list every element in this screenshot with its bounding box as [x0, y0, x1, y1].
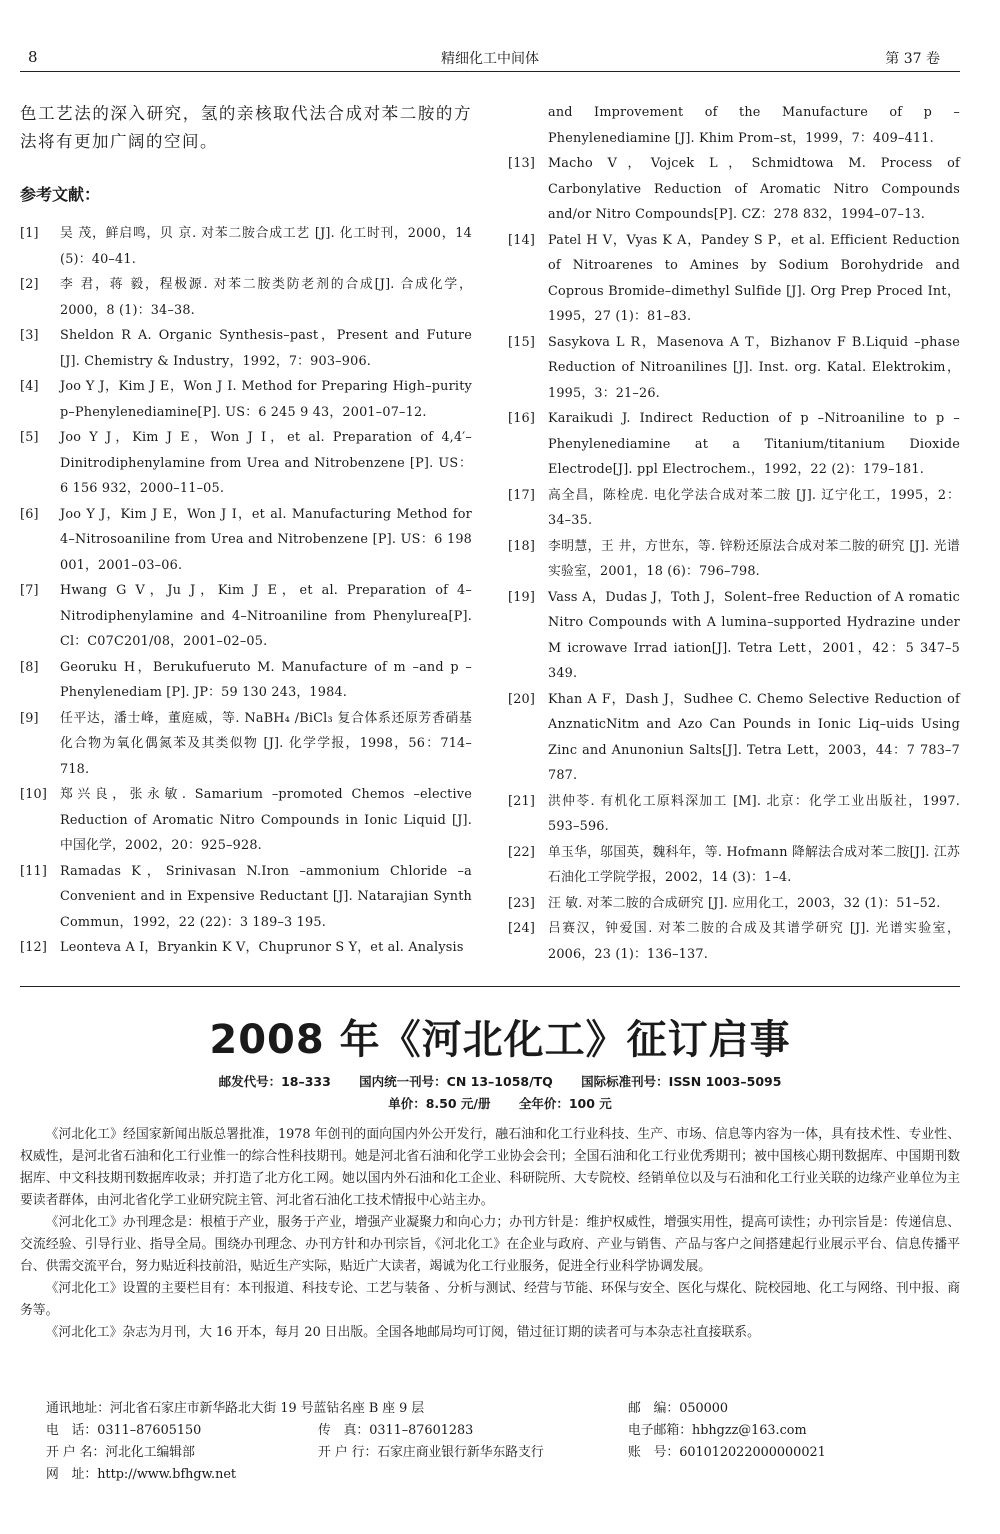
- reference-number: [13]: [508, 156, 536, 171]
- email: 电子邮箱：hbhgzz@163.com: [628, 1423, 807, 1438]
- publication-info: [0, 1072, 1000, 1090]
- reference-item: [20, 221, 472, 272]
- notice-paragraph: 《河北化工》经国家新闻出版总署批准，1978 年创刊的面向国内外公开发行，融石油和化工行业科技、生产、市场、信息等内容为一体，具有技术性、专业性、权威性，是河北省石油和化工行业惟一的综合性科技期刊。她是河北省石油和化学工业协会会刊；全国石油和化工行业优秀期刊；被中国核心期刊数据库、中国期刊数据库、中文科技期刊数据库收录；并打造了北方化工网。她以国内外石油和化工企业、科研院所、大专院校、经销单位以及与石油和化工行业关联的边缘产业单位为主要读者群体，由河北省化学工业研究院主管、河北省石油化工技术情报中心站主办。: [20, 1127, 960, 1208]
- reference-text: 高全昌，陈栓虎. 电化学法合成对苯二胺 [J]. 辽宁化工，1995，2：34–35.: [548, 487, 960, 528]
- reference-number: [10]: [20, 787, 48, 802]
- reference-item: [508, 789, 960, 840]
- account-name: 开 户 名：河北化工编辑部: [46, 1445, 195, 1460]
- reference-item: [508, 891, 960, 917]
- left-column: [20, 100, 472, 961]
- section-divider: [20, 986, 960, 987]
- account-number: 账 号：601012022000000021: [628, 1445, 826, 1460]
- contact-row: [46, 1398, 946, 1420]
- reference-text: Joo Y J，Kim J E，Won J I，et al. Manufacturing Method for 4–Nitrosoaniline from Urea and Nitrobenzene [P]. US：6 198 001，2001–03–06.: [60, 506, 472, 573]
- zip-code: 邮 编：050000: [628, 1401, 729, 1416]
- reference-number: [15]: [508, 334, 536, 350]
- reference-continued: [508, 100, 960, 151]
- intro-paragraph: 色工艺法的深入研究，氢的亲核取代法合成对苯二胺的方法将有更加广阔的空间。: [20, 104, 472, 151]
- reference-number: [2]: [20, 277, 39, 292]
- reference-item: [508, 840, 960, 891]
- right-column: [508, 100, 960, 967]
- reference-number: [22]: [508, 844, 536, 860]
- reference-number: [4]: [20, 379, 39, 394]
- reference-text: 李明慧，王 井，方世东，等. 锌粉还原法合成对苯二胺的研究 [J]. 光谱实验室，2001，18 (6)：796–798.: [548, 538, 960, 579]
- reference-item: [20, 935, 472, 961]
- contact-row: [46, 1420, 946, 1442]
- journal-name: 精细化工中间体: [441, 51, 539, 67]
- reference-item: [20, 502, 472, 579]
- notice-title: 2008 年《河北化工》征订启事: [209, 1017, 791, 1063]
- postal-code: 邮发代号：18–333: [218, 1074, 331, 1089]
- fax: 传 真：0311–87601283: [318, 1423, 474, 1438]
- reference-text: Macho V，Vojcek L，Schmidtowa M. Process of Carbonylative Reduction of Aromatic Nitro Compounds and/or Nitro Compounds[P]. CZ：278 832，1994–07–13.: [548, 156, 960, 222]
- reference-number: [24]: [508, 921, 536, 936]
- reference-item: [20, 323, 472, 374]
- reference-number: [6]: [20, 506, 39, 522]
- reference-number: [3]: [20, 328, 39, 343]
- reference-item: [508, 534, 960, 585]
- reference-number: [8]: [20, 659, 39, 675]
- phone: 电 话：0311–87605150: [46, 1423, 202, 1438]
- bank-name: 开 户 行：石家庄商业银行新华东路支行: [318, 1445, 544, 1460]
- reference-item: [20, 425, 472, 502]
- reference-text: 汪 敏. 对苯二胺的合成研究 [J]. 应用化工，2003，32 (1)：51–52.: [548, 895, 941, 911]
- reference-item: [20, 374, 472, 425]
- reference-number: [20]: [508, 691, 536, 707]
- page-header: [20, 48, 960, 72]
- reference-text: 洪仲苓. 有机化工原料深加工 [M]. 北京：化学工业出版社，1997. 593–596.: [548, 793, 960, 834]
- cn-number: 国内统一刊号：CN 13–1058/TQ: [359, 1074, 553, 1089]
- reference-text: 李 君，蒋 毅，程极源. 对苯二胺类防老剂的合成[J]. 合成化学，2000，8 (1)：34–38.: [60, 277, 472, 318]
- contact-row: [46, 1464, 946, 1486]
- reference-item: [508, 330, 960, 407]
- reference-number: [12]: [20, 940, 48, 955]
- references-list-right: [508, 151, 960, 967]
- address: 通讯地址：河北省石家庄市新华路北大街 19 号蓝钻名座 B 座 9 层: [46, 1401, 425, 1416]
- contact-row: [46, 1442, 946, 1464]
- reference-text: Hwang G V，Ju J，Kim J E，et al. Preparation of 4–Nitrodiphenylamine and 4–Nitroaniline from Phenylurea[P]. Cl：C07C201/08，2001–02–05.: [60, 583, 472, 649]
- reference-item: [508, 687, 960, 789]
- reference-text: Georuku H，Berukufueruto M. Manufacture of m –and p –Phenylenediam [P]. JP：59 130 243，1984.: [60, 659, 472, 700]
- reference-text: 吕赛汉，钟爱国. 对苯二胺的合成及其谱学研究 [J]. 光谱实验室，2006，23 (1)：136–137.: [548, 921, 960, 962]
- contact-info: [46, 1398, 946, 1486]
- reference-item: [20, 859, 472, 936]
- reference-number: [19]: [508, 589, 536, 605]
- annual-price: 全年价：100 元: [518, 1096, 612, 1111]
- price-info: [0, 1094, 1000, 1112]
- reference-text: Sheldon R A. Organic Synthesis–past，Present and Future [J]. Chemistry & Industry，1992，7：903–906.: [60, 328, 472, 369]
- reference-number: [5]: [20, 430, 39, 445]
- reference-item: [508, 483, 960, 534]
- page-number: 8: [28, 48, 38, 66]
- reference-number: [1]: [20, 226, 39, 241]
- reference-text: and Improvement of the Manufacture of p –Phenylenediamine [J]. Khim Prom–st，1999，7：409–411.: [548, 105, 960, 146]
- reference-text: Vass A，Dudas J，Toth J，Solent–free Reduction of A romatic Nitro Compounds with A lumina–supported Hydrazine under M icrowave Irrad iation[J]. Tetra Lett，2001，42：5 347–5 349.: [548, 589, 960, 681]
- volume-label: 第 37 卷: [885, 51, 940, 67]
- reference-text: Leonteva A I，Bryankin K V，Chuprunor S Y，et al. Analysis: [60, 940, 464, 955]
- reference-item: [508, 585, 960, 687]
- reference-item: [508, 916, 960, 967]
- reference-number: [17]: [508, 487, 536, 503]
- reference-number: [18]: [508, 538, 536, 554]
- reference-number: [16]: [508, 411, 536, 426]
- website: 网 址：http://www.bfhgw.net: [46, 1467, 237, 1482]
- reference-text: Patel H V，Vyas K A，Pandey S P，et al. Efficient Reduction of Nitroarenes to Amines by Sodium Borohydride and Coprous Bromide–dimethyl Sulfide [J]. Org Prep Proced Int，1995，27 (1)：81–83.: [548, 232, 960, 324]
- reference-number: [9]: [20, 710, 39, 726]
- reference-text: Joo Y J，Kim J E，Won J I. Method for Preparing High–purity p–Phenylenediamine[P]. US：6 245 9 43，2001–07–12.: [60, 379, 472, 420]
- notice-body: [20, 1124, 960, 1344]
- references-heading: 参考文献：: [20, 185, 101, 204]
- reference-text: 任平达，潘士峰，董庭威，等. NaBH₄ /BiCl₃ 复合体系还原芳香硝基化合物为氧化偶氮苯及其类似物 [J]. 化学学报，1998，56：714–718.: [60, 710, 472, 777]
- reference-number: [7]: [20, 583, 39, 598]
- reference-text: 郑兴良，张永敏. Samarium –promoted Chemos –elective Reduction of Aromatic Nitro Compounds in Ionic Liquid [J]. 中国化学，2002，20：925–928.: [60, 787, 472, 853]
- notice-paragraph: 《河北化工》杂志为月刊，大 16 开本，每月 20 日出版。全国各地邮局均可订阅，错过征订期的读者可与本杂志社直接联系。: [45, 1325, 760, 1340]
- reference-text: Joo Y J，Kim J E，Won J I，et al. Preparation of 4,4′–Dinitrodiphenylamine from Urea and Nitrobenzene [P]. US：6 156 932，2000–11–05.: [60, 430, 472, 496]
- reference-item: [20, 578, 472, 655]
- reference-item: [508, 406, 960, 483]
- reference-number: [14]: [508, 232, 536, 248]
- issn-number: 国际标准刊号：ISSN 1003–5095: [581, 1074, 782, 1089]
- reference-item: [20, 655, 472, 706]
- notice-paragraph: 《河北化工》设置的主要栏目有：本刊报道、科技专论、工艺与装备 、分析与测试、经营与节能、环保与安全、医化与煤化、院校园地、化工与网络、刊中报、商务等。: [20, 1281, 960, 1318]
- reference-item: [20, 706, 472, 783]
- reference-number: [23]: [508, 895, 536, 911]
- reference-text: 单玉华，邬国英，魏科年，等. Hofmann 降解法合成对苯二胺[J]. 江苏石油化工学院学报，2002，14 (3)：1–4.: [548, 844, 960, 885]
- reference-number: [11]: [20, 863, 48, 879]
- reference-text: Khan A F，Dash J，Sudhee C. Chemo Selective Reduction of AnznaticNitm and Azo Can Pounds in Ionic Liq–uids Using Zinc and Anunoniun Salts[J]. Tetra Lett，2003，44：7 783–7 787.: [548, 691, 960, 783]
- reference-text: Sasykova L R，Masenova A T，Bizhanov F B.Liquid –phase Reduction of Nitroanilines [J]. Inst. org. Katal. Elektrokim，1995，3：21–26.: [548, 334, 960, 401]
- reference-item: [508, 228, 960, 330]
- reference-item: [20, 782, 472, 859]
- reference-item: [508, 151, 960, 228]
- reference-text: Karaikudi J. Indirect Reduction of p –Nitroaniline to p –Phenylenediamine at a Titanium/titanium Dioxide Electrode[J]. ppl Electrochem.，1992，22 (2)：179–181.: [548, 411, 960, 477]
- notice-paragraph: 《河北化工》办刊理念是：根植于产业，服务于产业，增强产业凝聚力和向心力；办刊方针是：维护权威性，增强实用性，提高可读性；办刊宗旨是：传递信息、交流经验、引导行业、指导全局。围绕办刊理念、办刊方针和办刊宗旨，《河北化工》在企业与政府、产业与销售、产品与客户之间搭建起行业展示平台、信息传播平台、供需交流平台，努力贴近科技前沿，贴近生产实际，贴近广大读者，竭诚为化工行业服务，促进全行业科学协调发展。: [20, 1215, 960, 1274]
- reference-text: 吴 茂，鲜启鸣，贝 京. 对苯二胺合成工艺 [J]. 化工时刊，2000，14 (5)：40–41.: [60, 226, 472, 267]
- references-list-left: [20, 221, 472, 961]
- reference-item: [20, 272, 472, 323]
- reference-number: [21]: [508, 793, 536, 809]
- unit-price: 单价：8.50 元/册: [388, 1096, 491, 1111]
- reference-text: Ramadas K，Srinivasan N.Iron –ammonium Chloride –a Convenient and in Expensive Reductant [J]. Natarajian Synth Commun，1992，22 (22)：3 189–3 195.: [60, 863, 472, 930]
